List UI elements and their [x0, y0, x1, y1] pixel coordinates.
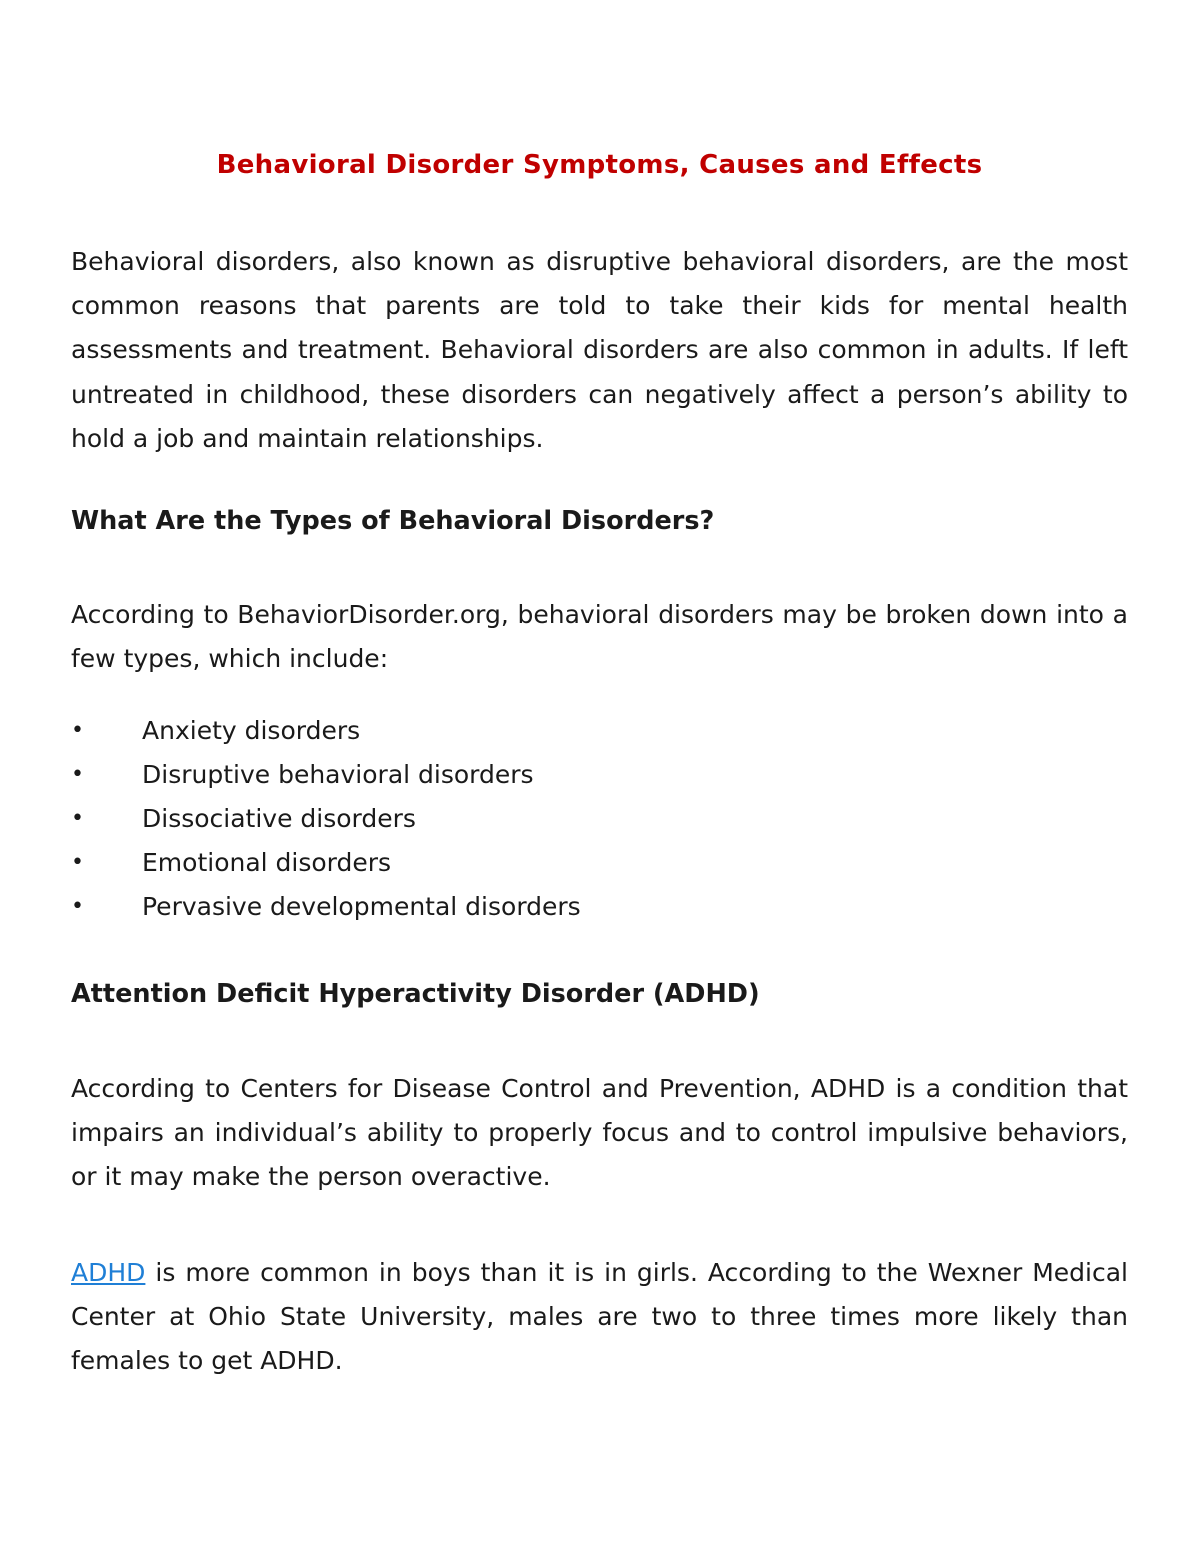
list-item: [71, 885, 581, 929]
bullet-icon: •: [71, 894, 84, 919]
adhd-prevalence-paragraph: [71, 1251, 1128, 1384]
intro-paragraph: Behavioral disorders, also known as disruptive behavioral disorders, are the most common reasons that parents are told to take their kids for mental health assessments and treatment. Behavioral disorders are also common in adults. If left untreated in childhood, these disorders can negatively affect a person’s ability to hold a job and maintain relationships.: [71, 247, 1128, 453]
bullet-icon: •: [71, 806, 84, 831]
list-item: [71, 709, 581, 753]
types-intro-paragraph: According to BehaviorDisorder.org, behavioral disorders may be broken down into a few types, which include:: [71, 600, 1128, 674]
section-heading-adhd: Attention Deficit Hyperactivity Disorder (ADHD): [71, 979, 760, 1009]
bullet-icon: •: [71, 850, 84, 875]
adhd-link[interactable]: ADHD: [71, 1258, 146, 1287]
list-item: [71, 841, 581, 885]
list-item-label: Pervasive developmental disorders: [142, 892, 581, 921]
list-item: [71, 753, 581, 797]
list-item-label: Disruptive behavioral disorders: [142, 760, 534, 789]
list-item-label: Anxiety disorders: [142, 716, 361, 745]
list-item: [71, 797, 581, 841]
list-item-label: Emotional disorders: [142, 848, 392, 877]
adhd-prevalence-text: is more common in boys than it is in girls. According to the Wexner Medical Center at Ohio State University, males are two to three times more likely than females to get ADHD.: [71, 1258, 1128, 1376]
bullet-icon: •: [71, 718, 84, 743]
section-heading-types: What Are the Types of Behavioral Disorders?: [71, 506, 715, 536]
document-title: Behavioral Disorder Symptoms, Causes and Effects: [216, 150, 983, 180]
adhd-definition-paragraph: According to Centers for Disease Control and Prevention, ADHD is a condition that impairs an individual’s ability to properly focus and to control impulsive behaviors, or it may make the person overactive.: [71, 1074, 1128, 1192]
list-item-label: Dissociative disorders: [142, 804, 416, 833]
bullet-icon: •: [71, 762, 84, 787]
disorder-types-list: [71, 709, 581, 929]
